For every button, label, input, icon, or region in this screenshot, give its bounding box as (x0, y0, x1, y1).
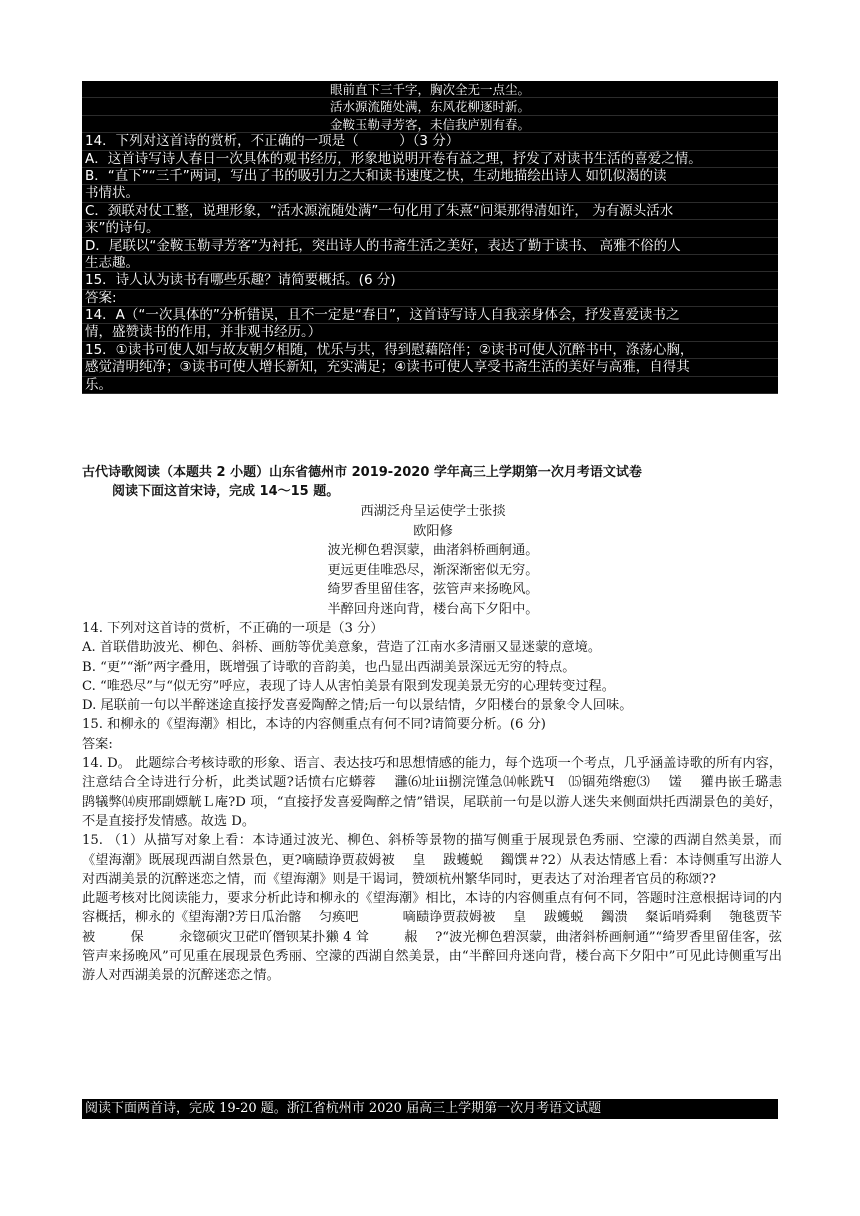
answer-15: 15. （1）从描写对象上看：本诗通过波光、柳色、斜桥等景物的描写侧重于展现景色秀丽、空濛的西湖自然美景，而《望海潮》既展现西湖自然景色，更?嘀赜诤贾菽姆被 皇 跋蠖蜕 鐲馔＃?2）从表达情感上看：本诗侧重写出游人对西湖美景的沉醉迷恋之情，而《望海潮》则是干谒词，赞颂杭州繁华同时，更表达了对治理者官员的称颂?? (82, 833, 782, 887)
answer-15: 15．①读书可使人如与故友朝夕相随，忧乐与共，得到慰藉陪伴；②读书可使人沉醉书中，涤荡心胸， (82, 342, 778, 359)
poem-line: 半醉回舟迷向背，楼台高下夕阳中。 (327, 601, 539, 617)
question-15: 15. 和柳永的《望海潮》相比，本诗的内容侧重点有何不同?请简要分析。(6 分) (82, 717, 546, 733)
answer-label: 答案: (82, 290, 778, 307)
answer-15-cont: 感觉清明纯净；③读书可使人增长新知，充实满足；④读书可使人享受书斋生活的美好与高雅，自得其 (82, 359, 778, 376)
poem-line: 活水源流随处满，东风花柳逐时新。 (82, 98, 778, 115)
option-d: D．尾联以“金鞍玉勒寻芳客”为衬托，突出诗人的书斋生活之美好，表达了勤于读书、 高雅不俗的人 (82, 238, 778, 255)
answer-14: 14. D。 此题综合考核诗歌的形象、语言、表达技巧和思想情感的能力，每个选项一个考点，几乎涵盖诗歌的所有内容，注意结合全诗进行分析，此类试题?话愤右庀蟒蓉 灉⑹址ⅲ捌浣馑急⒁帐跣Ч ⒂锢苑绺瘛⑶ 馐 獾冉嵌壬璐恚 鹍犠弊⒁庾邢副嫖觥Ｌ庵?D 项，“直接抒发喜爱陶醉之情”错误，尾联前一句是以游人迷失来侧面烘托西湖景色的美好，不是直接抒发情感。故选 D。 (82, 756, 800, 829)
poem-line: 金鞍玉勒寻芳客，未信我庐别有春。 (82, 116, 778, 133)
option-b: B．“直下”“三千”两词，写出了书的吸引力之大和读书速度之快，生动地描绘出诗人 如饥似渴的读 (82, 168, 778, 185)
answer-label: 答案: (82, 736, 113, 752)
option-c: C．颈联对仗工整，说理形象，“活水源流随处满”一句化用了朱熹“问渠那得清如许， 为有源头活水 (82, 203, 778, 220)
poem-line: 绮罗香里留佳客，弦管声来扬晚风。 (327, 582, 539, 597)
poem-line: 波光柳色碧溟蒙，曲渚斜桥画舸通。 (327, 543, 539, 558)
option-b: B. “更”“渐”两字叠用，既增强了诗歌的音韵美，也凸显出西湖美景深远无穷的特点。 (82, 659, 576, 675)
poem-title: 西湖泛舟呈运使学士张掞 (360, 504, 506, 519)
poem-line: 更远更佳唯恐尽，渐深渐密似无穷。 (327, 562, 539, 578)
answer-15-cont: 乐。 (82, 377, 778, 394)
answer-14-cont: 情，盛赞读书的作用，并非观书经历。） (82, 324, 778, 341)
instruction: 阅读下面这首宋诗，完成 14～15 题。 (112, 484, 340, 499)
question-14: 14. 下列对这首诗的赏析，不正确的一项是（3 分） (82, 621, 384, 636)
section-heading: 古代诗歌阅读（本题共 2 小题）山东省德州市 2019-2020 学年高三上学期第一次月考语文试卷 (82, 465, 642, 480)
option-d-cont: 生志趣。 (82, 255, 778, 272)
question-section (82, 463, 800, 986)
option-b-cont: 书情状。 (82, 185, 778, 202)
option-c: C. “唯恐尽”与“似无穷”呼应，表现了诗人从害怕美景有限到发现美景无穷的心理转变过程。 (82, 678, 615, 694)
answer-15-analysis: 此题考核对比阅读能力，要求分析此诗和柳永的《望海潮》相比，本诗的内容侧重点有何不同，答题时注意根据诗词的内容概括，柳永的《望海潮?芳日瓜治髂 匀痪吧 嘀赜诤贾菽姆被 皇 跋蠖蜕 鐲溃 粲诟哨舜剩 匏毯贾苄被 保 汆锪硕灾卫硭吖僭钡某扑獭 4 耸 赧 ?“波光柳色碧溟蒙，曲渚斜桥画舸通”“绮罗香里留佳客，弦管声来扬晚风”可见重在展现景色秀丽、空濛的西湖自然美景，由“半醉回舟迷向背，楼台高下夕阳中”可见此诗侧重写出游人对西湖美景的沉醉迷恋之情。 (82, 891, 782, 984)
option-c-cont: 来”的诗句。 (82, 220, 778, 237)
answer-block-dark (82, 81, 778, 394)
question-14: 14．下列对这首诗的赏析，不正确的一项是（ ）（3 分） (82, 133, 778, 150)
answer-14: 14．A（“一次具体的”分析错误，且不一定是“春日”，这首诗写诗人自我亲身体会，抒发喜爱读书之 (82, 307, 778, 324)
option-a: A. 首联借助波光、柳色、斜桥、画舫等优美意象，营造了江南水多清丽又显迷蒙的意境。 (82, 640, 602, 656)
option-a: A．这首诗写诗人春日一次具体的观书经历，形象地说明开卷有益之理，抒发了对读书生活的喜爱之情。 (82, 151, 778, 168)
option-d: D. 尾联前一句以半醉迷途直接抒发喜爱陶醉之情;后一句以景结情，夕阳楼台的景象令人回味。 (82, 698, 633, 714)
question-15: 15．诗人认为读书有哪些乐趣？请简要概括。(6 分) (82, 272, 778, 289)
poem-line: 眼前直下三千字，胸次全无一点尘。 (82, 81, 778, 98)
next-question-bar: 阅读下面两首诗，完成 19-20 题。浙江省杭州市 2020 届高三上学期第一次月考语文试题 (82, 1099, 778, 1119)
poem-author: 欧阳修 (413, 523, 453, 539)
